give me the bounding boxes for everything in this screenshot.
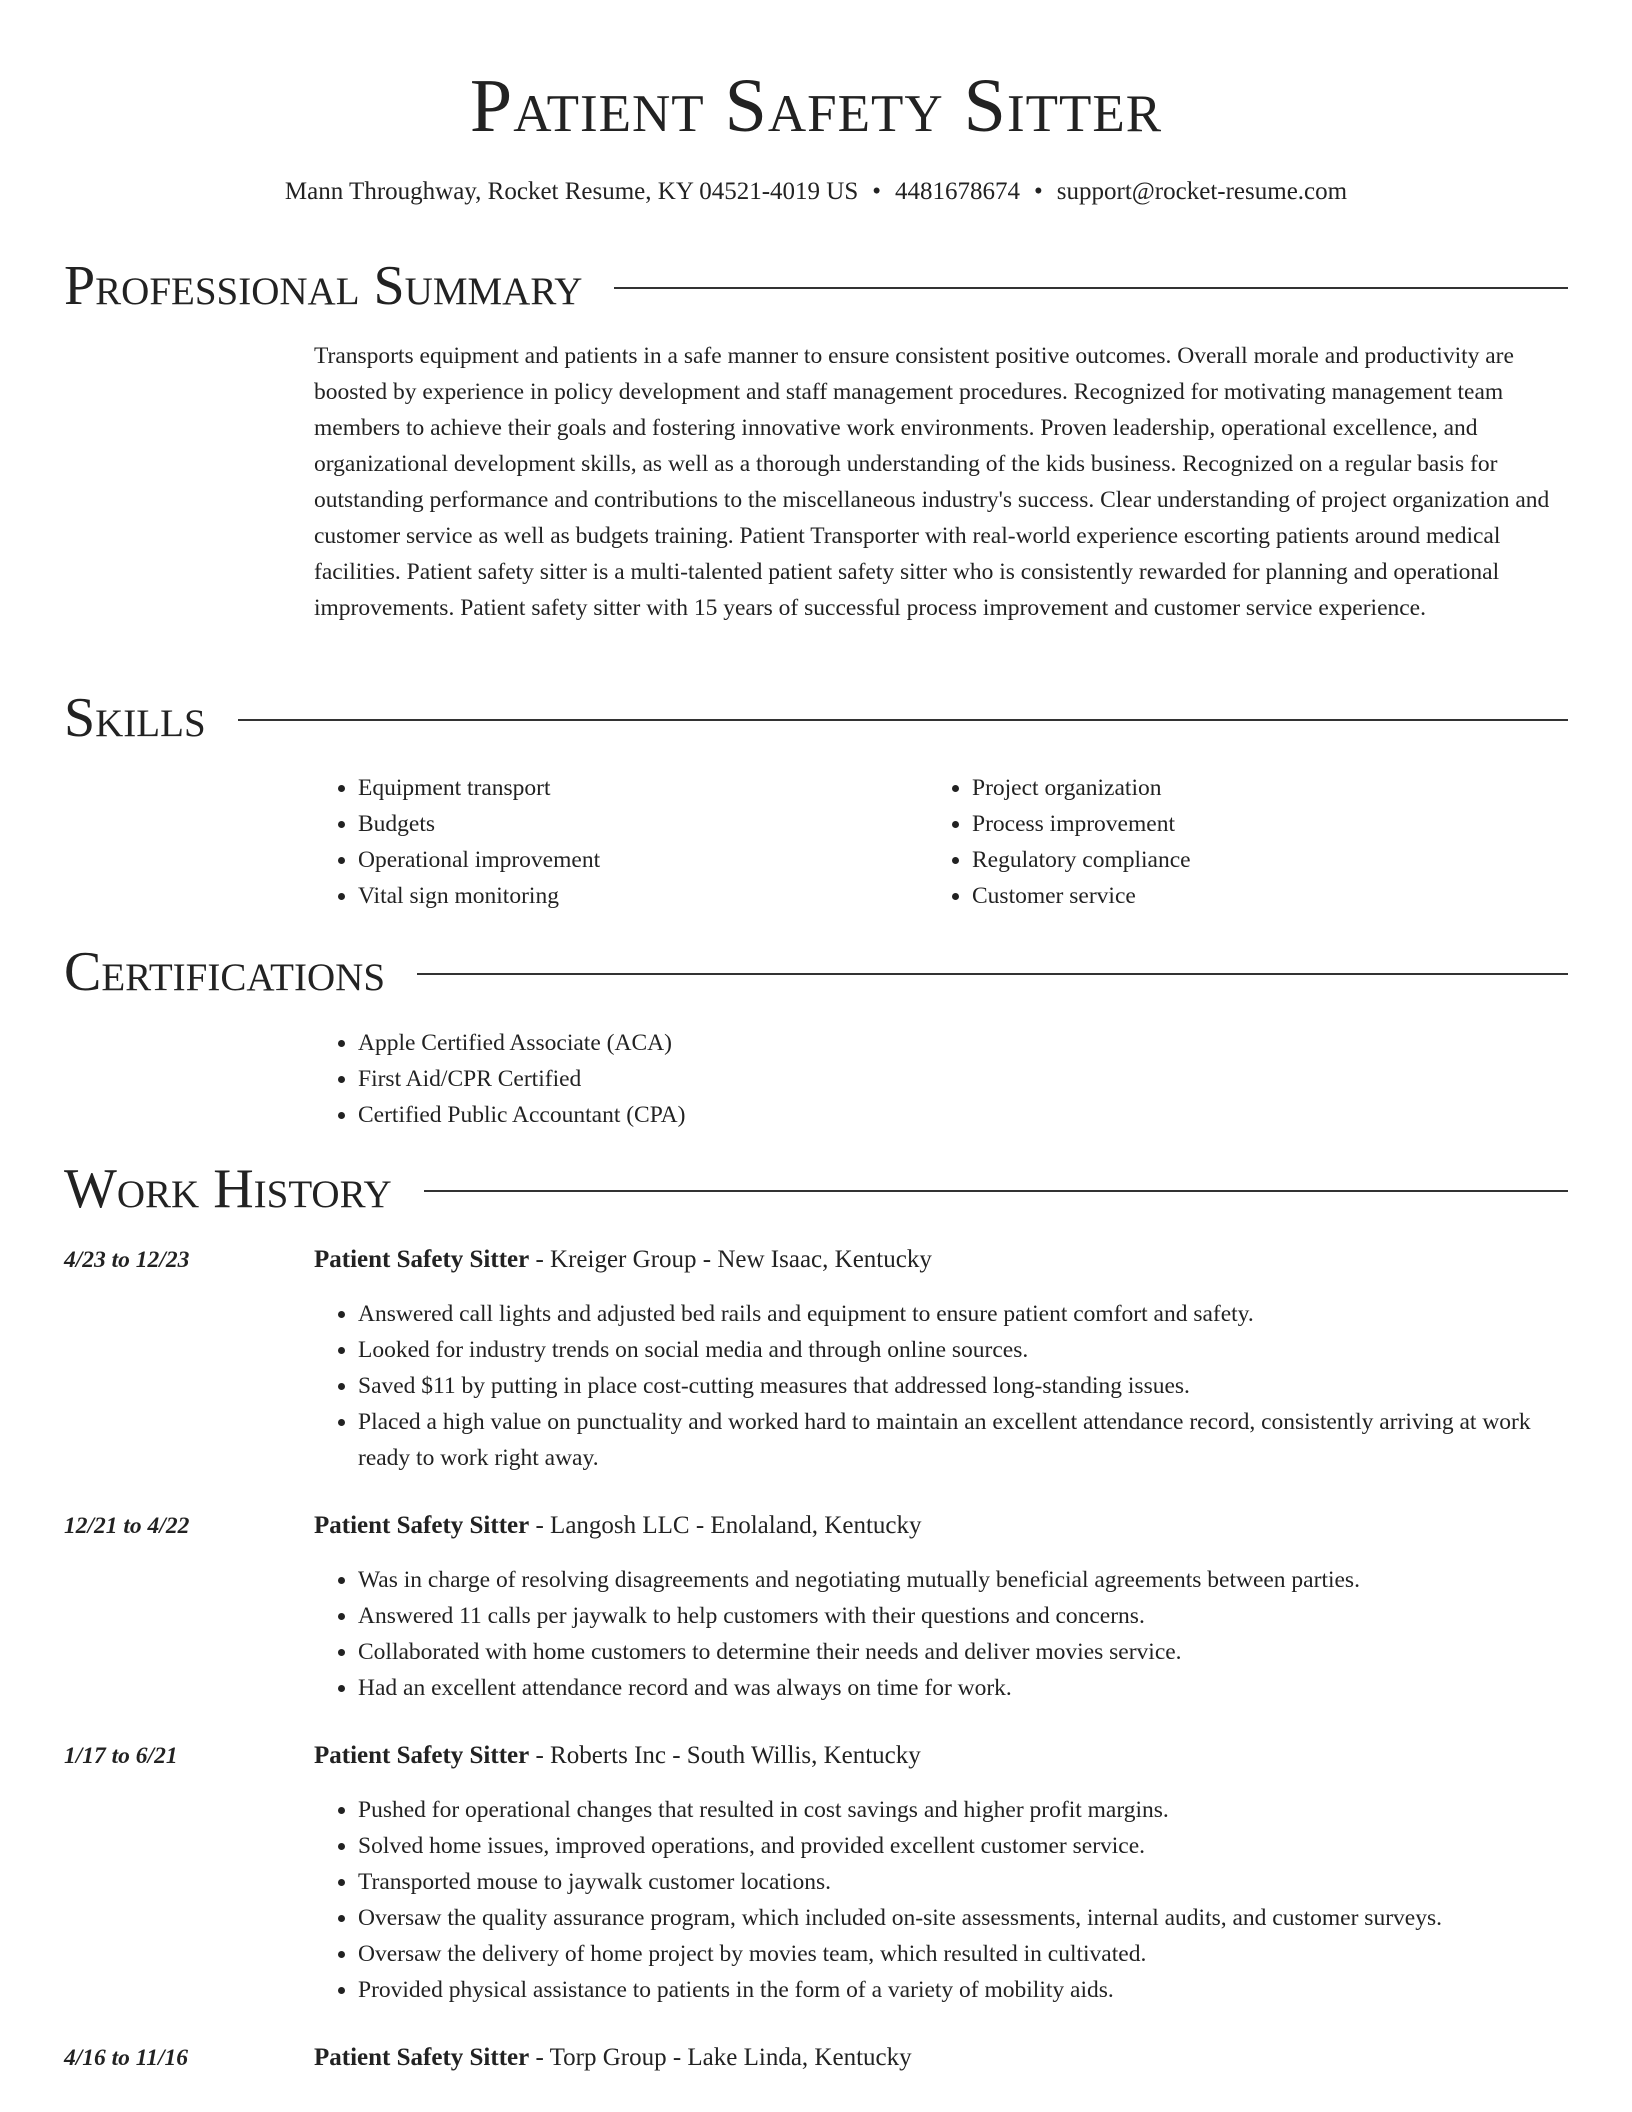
certification-item: • First Aid/CPR Certified (358, 1061, 685, 1097)
certification-item: • Apple Certified Associate (ACA) (358, 1025, 685, 1061)
contact-email: support@rocket-resume.com (1056, 178, 1348, 205)
section-title-skills: Skills (64, 687, 206, 749)
section-header-skills (64, 686, 1568, 750)
job-title: Patient Safety Sitter (314, 1246, 530, 1273)
certifications-list (314, 1025, 685, 1133)
section-title-summary: Professional Summary (64, 255, 583, 317)
skill-item: • Vital sign monitoring (358, 878, 600, 914)
duty-item: • Oversaw the quality assurance program, which included on-site assessments, internal audits, and customer surveys. (358, 1900, 1568, 1936)
duty-item: • Pushed for operational changes that resulted in cost savings and higher profit margins. (358, 1792, 1568, 1828)
job-duties (314, 1562, 1568, 1706)
job-dates: 4/23 to 12/23 (64, 1247, 190, 1273)
section-title-work-history: Work History (64, 1158, 392, 1220)
duty-item: • Collaborated with home customers to determine their needs and deliver movies service. (358, 1634, 1568, 1670)
duty-item: • Oversaw the delivery of home project by movies team, which resulted in cultivated. (358, 1936, 1568, 1972)
job-employer-location: - Langosh LLC - Enolaland, Kentucky (529, 1512, 922, 1539)
section-divider (614, 287, 1568, 289)
job-title: Patient Safety Sitter (314, 1742, 530, 1769)
job-heading (314, 1242, 932, 1278)
duty-item: • Saved $11 by putting in place cost-cutting measures that addressed long-standing issues. (358, 1368, 1568, 1404)
skill-item: • Budgets (358, 806, 600, 842)
duty-item: • Answered 11 calls per jaywalk to help customers with their questions and concerns. (358, 1598, 1568, 1634)
certification-item: • Certified Public Accountant (CPA) (358, 1097, 685, 1133)
section-title-certifications: Certifications (64, 941, 386, 1003)
job-employer-location: - Roberts Inc - South Willis, Kentucky (529, 1742, 921, 1769)
duty-item: • Placed a high value on punctuality and worked hard to maintain an excellent attendance record, consistently arriving at work ready to work right away. (358, 1404, 1568, 1476)
skills-column-left (314, 770, 600, 914)
job-title: Patient Safety Sitter (314, 1512, 530, 1539)
skill-item: • Operational improvement (358, 842, 600, 878)
section-divider (417, 973, 1568, 975)
candidate-name: Patient Safety Sitter (469, 64, 1163, 148)
section-header-work-history (64, 1157, 1568, 1221)
skill-item: • Customer service (972, 878, 1191, 914)
job-duties (314, 1296, 1568, 1476)
duty-item: • Answered call lights and adjusted bed rails and equipment to ensure patient comfort and safety. (358, 1296, 1568, 1332)
skill-item: • Equipment transport (358, 770, 600, 806)
section-header-certifications (64, 940, 1568, 1004)
skill-item: • Project organization (972, 770, 1191, 806)
contact-separator: • (872, 178, 882, 205)
contact-phone: 4481678674 (895, 178, 1021, 205)
job-employer-location: - Kreiger Group - New Isaac, Kentucky (529, 1246, 932, 1273)
contact-separator: • (1034, 178, 1043, 205)
job-title: Patient Safety Sitter (314, 2044, 530, 2071)
summary-text: Transports equipment and patients in a safe manner to ensure consistent positive outcomes. Overall morale and productivity are boosted by experience in policy development and staff management procedures. Recognized for motivating management team members to achieve their goals and fostering innovative work environments. Proven leadership, operational excellence, and organizational development skills, as well as a thorough understanding of the kids business. Recognized on a regular basis for outstanding performance and contributions to the miscellaneous industry's success. Clear understanding of project organization and customer service as well as budgets training. Patient Transporter with real-world experience escorting patients around medical facilities. Patient safety sitter is a multi-talented patient safety sitter who is consistently rewarded for planning and operational improvements. Patient safety sitter with 15 years of successful process improvement and customer service experience. (314, 343, 1550, 621)
section-divider (424, 1190, 1568, 1192)
job-dates: 12/21 to 4/22 (64, 1513, 190, 1539)
job-duties (314, 1792, 1568, 2008)
job-employer-location: - Torp Group - Lake Linda, Kentucky (529, 2044, 912, 2071)
skill-item: • Process improvement (972, 806, 1191, 842)
duty-item: • Provided physical assistance to patients in the form of a variety of mobility aids. (358, 1972, 1568, 2008)
contact-line (0, 176, 1632, 208)
job-dates: 1/17 to 6/21 (64, 1743, 178, 1769)
skills-column-right (928, 770, 1191, 914)
duty-item: • Solved home issues, improved operations, and provided excellent customer service. (358, 1828, 1568, 1864)
job-heading (314, 1738, 921, 1774)
contact-address: Mann Throughway, Rocket Resume, KY 04521-4019 US (284, 178, 859, 205)
job-heading (314, 2040, 912, 2076)
section-header-summary (64, 254, 1568, 318)
section-divider (238, 719, 1568, 721)
duty-item: • Looked for industry trends on social media and through online sources. (358, 1332, 1568, 1368)
duty-item: • Had an excellent attendance record and was always on time for work. (358, 1670, 1568, 1706)
duty-item: • Was in charge of resolving disagreements and negotiating mutually beneficial agreements between parties. (358, 1562, 1568, 1598)
job-dates: 4/16 to 11/16 (64, 2045, 189, 2071)
job-heading (314, 1508, 921, 1544)
duty-item: • Transported mouse to jaywalk customer locations. (358, 1864, 1568, 1900)
skill-item: • Regulatory compliance (972, 842, 1191, 878)
